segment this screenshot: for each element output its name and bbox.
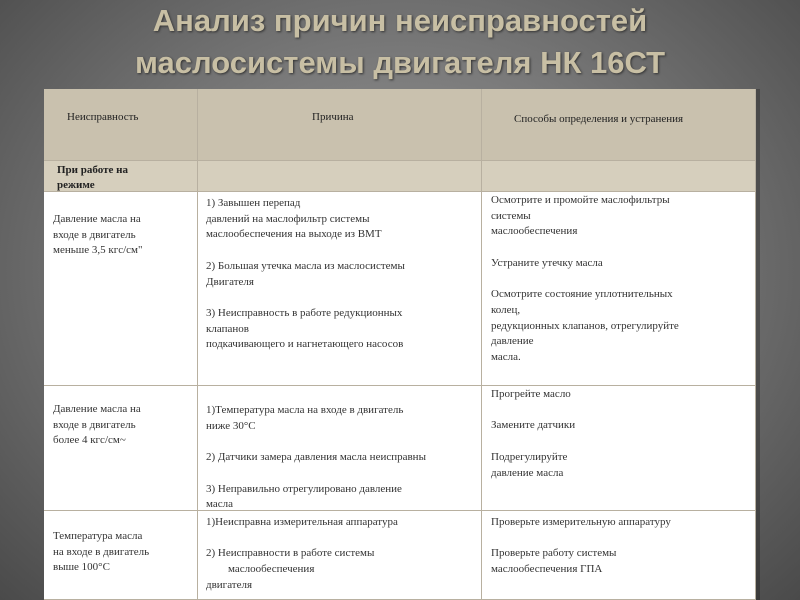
row-3-cause-text: 1)Неисправна измерительная аппаратура 2) Неисправности в работе системы маслообеспечения двигателя — [206, 516, 398, 591]
faults-table — [44, 89, 756, 600]
row-3-remedy — [482, 511, 756, 600]
subheader-empty-cause — [198, 161, 482, 192]
header-fault-label: Неисправность — [67, 111, 139, 123]
header-remedy — [482, 89, 756, 161]
row-1-cause-text: 1) Завышен перепад давлений на маслофильтр системы маслообеспечения на выходе из ВМТ 2) Большая утечка масла из маслосистемы Двигателя 3) Неисправность в работе редукционных клапанов подкачивающего и нагнетающего насосов — [206, 197, 405, 351]
row-3-cause — [198, 511, 482, 600]
header-cause — [198, 89, 482, 161]
slide-title-line-2: маслосистемы двигателя НК 16СТ — [134, 45, 666, 80]
row-3-remedy-text: Проверьте измерительную аппаратуру Проверьте работу системы маслообеспечения ГПА — [491, 516, 671, 576]
row-2-remedy — [482, 386, 756, 511]
row-2-remedy-text: Прогрейте масло Замените датчики Подрегулируйте давление масла — [491, 388, 576, 479]
slide-title-line-1: Анализ причин неисправностей — [152, 3, 648, 38]
row-1-cause — [198, 192, 482, 386]
row-1-remedy-text: Осмотрите и промойте маслофильтры системы маслообеспечения Устраните утечку масла Осмотрите состояние уплотнительных колец, редукционных клапанов, отрегулируйте давление масла. — [491, 194, 679, 364]
subheader-empty-remedy — [482, 161, 756, 192]
row-2-fault — [44, 386, 198, 511]
slide-title — [0, 0, 800, 86]
row-1-remedy — [482, 192, 756, 386]
row-1-fault — [44, 192, 198, 386]
table-shadow — [756, 89, 760, 600]
subheader-mode-label: При работе на режиме — [57, 164, 128, 191]
subheader-mode — [44, 161, 198, 192]
row-2-fault-text: Давление масла на входе в двигатель более 4 кгс/см~ — [53, 403, 141, 447]
header-cause-label: Причина — [312, 111, 354, 123]
row-1-fault-text: Давление масла на входе в двигатель меньше 3,5 кгс/см" — [53, 213, 143, 257]
row-2-cause — [198, 386, 482, 511]
header-remedy-label: Способы определения и устранения — [514, 113, 684, 125]
row-2-cause-text: 1)Температура масла на входе в двигатель ниже 30°С 2) Датчики замера давления масла неисправны 3) Неправильно отрегулировано давление масла — [206, 404, 426, 511]
row-3-fault-text: Температура масла на входе в двигатель выше 100°С — [53, 530, 150, 574]
row-3-fault — [44, 511, 198, 600]
header-fault — [44, 89, 198, 161]
